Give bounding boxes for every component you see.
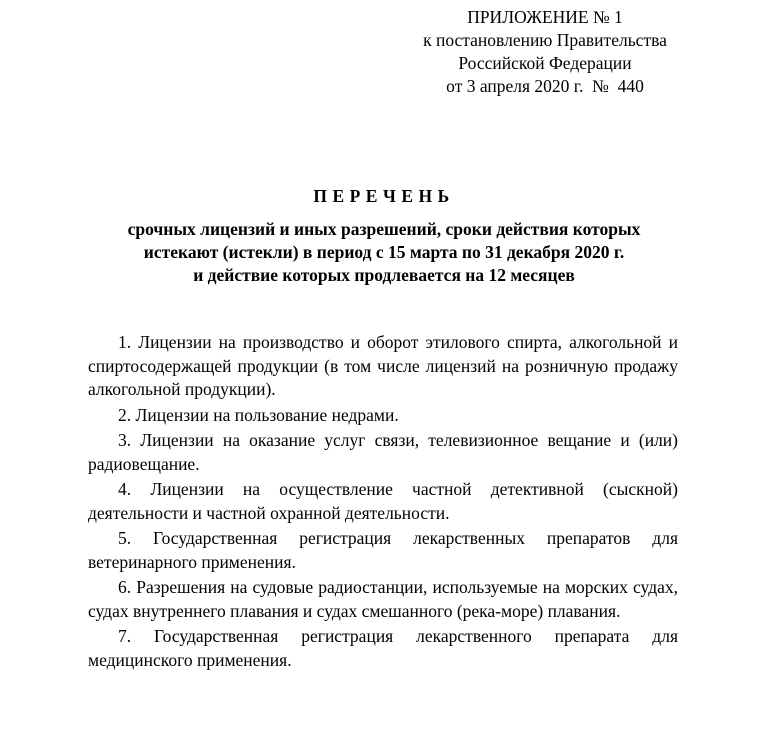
list-item: 1. Лицензии на производство и оборот этилового спирта, алкогольной и спиртосодержащей продукции (в том числе лицензий на розничную продажу алкогольной продукции). [88,332,678,399]
appendix-number: ПРИЛОЖЕНИЕ № 1 [467,7,623,27]
subtitle-line: истекают (истекли) в период с 15 марта по 31 декабря 2020 г. [143,242,625,262]
list-item: 7. Государственная регистрация лекарственного препарата для медицинского применения. [88,626,678,670]
appendix-header [400,6,690,98]
appendix-federation: Российской Федерации [458,53,632,73]
list-item: 4. Лицензии на осуществление частной детективной (сыскной) деятельности и частной охранной деятельности. [88,479,678,523]
appendix-resolution-ref: к постановлению Правительства [423,30,667,50]
list-item: 6. Разрешения на судовые радиостанции, используемые на морских судах, судах внутреннего плавания и судах смешанного (река-море) плавания. [88,577,678,621]
license-list [88,331,678,674]
subtitle-line: срочных лицензий и иных разрешений, сроки действия которых [127,219,641,239]
list-item: 2. Лицензии на пользование недрами. [118,404,399,425]
list-item: 3. Лицензии на оказание услуг связи, телевизионное вещание и (или) радиовещание. [88,430,678,474]
subtitle-line: и действие которых продлевается на 12 месяцев [193,265,575,285]
appendix-date-number: от 3 апреля 2020 г. № 440 [446,76,644,96]
list-item: 5. Государственная регистрация лекарственных препаратов для ветеринарного применения. [88,528,678,572]
document-title: ПЕРЕЧЕНЬ [313,186,455,206]
document-subtitle [40,218,728,287]
